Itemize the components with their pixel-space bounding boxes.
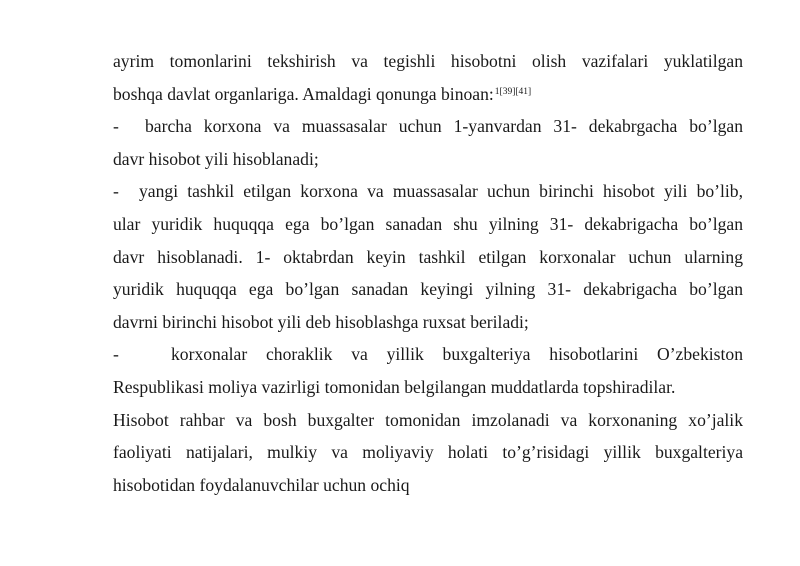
line-text: faoliyati natijalari, mulkiy va moliyaviy holati to’g’risidagi yillik buxgalteriya: [113, 442, 743, 463]
line-text: korxonalar choraklik va yillik buxgalteriya hisobotlarini O’zbekiston: [171, 344, 743, 365]
bullet-line: [113, 175, 743, 208]
line-text: hisobotidan foydalanuvchilar uchun ochiq: [113, 474, 410, 495]
text-line: [113, 436, 743, 469]
dash-marker: -: [113, 181, 119, 202]
line-text: Hisobot rahbar va bosh buxgalter tomonidan imzolanadi va korxonaning xo’jalik: [113, 409, 743, 430]
text-line: [113, 241, 743, 274]
line-text: davr hisoblanadi. 1- oktabrdan keyin tashkil etilgan korxonalar uchun ularning: [113, 246, 743, 267]
dash-marker: -: [113, 344, 119, 365]
text-line: [113, 45, 743, 78]
text-line: [113, 306, 743, 339]
line-text: ular yuridik huquqqa ega bo’lgan sanadan shu yilning 31- dekabrigacha bo’lgan: [113, 213, 743, 234]
line-text: ayrim tomonlarini tekshirish va tegishli hisobotni olish vazifalari yuklatilgan: [113, 51, 743, 71]
text-line: [113, 273, 743, 306]
text-line: [113, 208, 743, 241]
bullet-line: [113, 110, 743, 143]
line-text: Respublikasi moliya vazirligi tomonidan belgilangan muddatlarda topshiradilar.: [113, 376, 676, 397]
bullet-line: [113, 338, 743, 371]
line-text: davr hisobot yili hisoblanadi;: [113, 148, 319, 169]
document-page: [113, 45, 743, 501]
line-text: yuridik huquqqa ega bo’lgan sanadan keyingi yilning 31- dekabrigacha bo’lgan: [113, 279, 743, 300]
dash-marker: -: [113, 116, 119, 137]
line-text: davrni birinchi hisobot yili deb hisoblashga ruxsat beriladi;: [113, 311, 529, 332]
text-line: [113, 404, 743, 437]
line-text: barcha korxona va muassasalar uchun 1-yanvardan 31- dekabrgacha bo’lgan: [145, 116, 743, 137]
text-line: [113, 143, 743, 176]
text-line: [113, 371, 743, 404]
text-line: [113, 469, 743, 502]
footnote-reference: 1[39][41]: [494, 86, 532, 97]
line-text: yangi tashkil etilgan korxona va muassasalar uchun birinchi hisobot yili bo’lib,: [139, 181, 743, 202]
text-line: [113, 78, 743, 111]
line-text: boshqa davlat organlariga. Amaldagi qonunga binoan:: [113, 83, 494, 104]
